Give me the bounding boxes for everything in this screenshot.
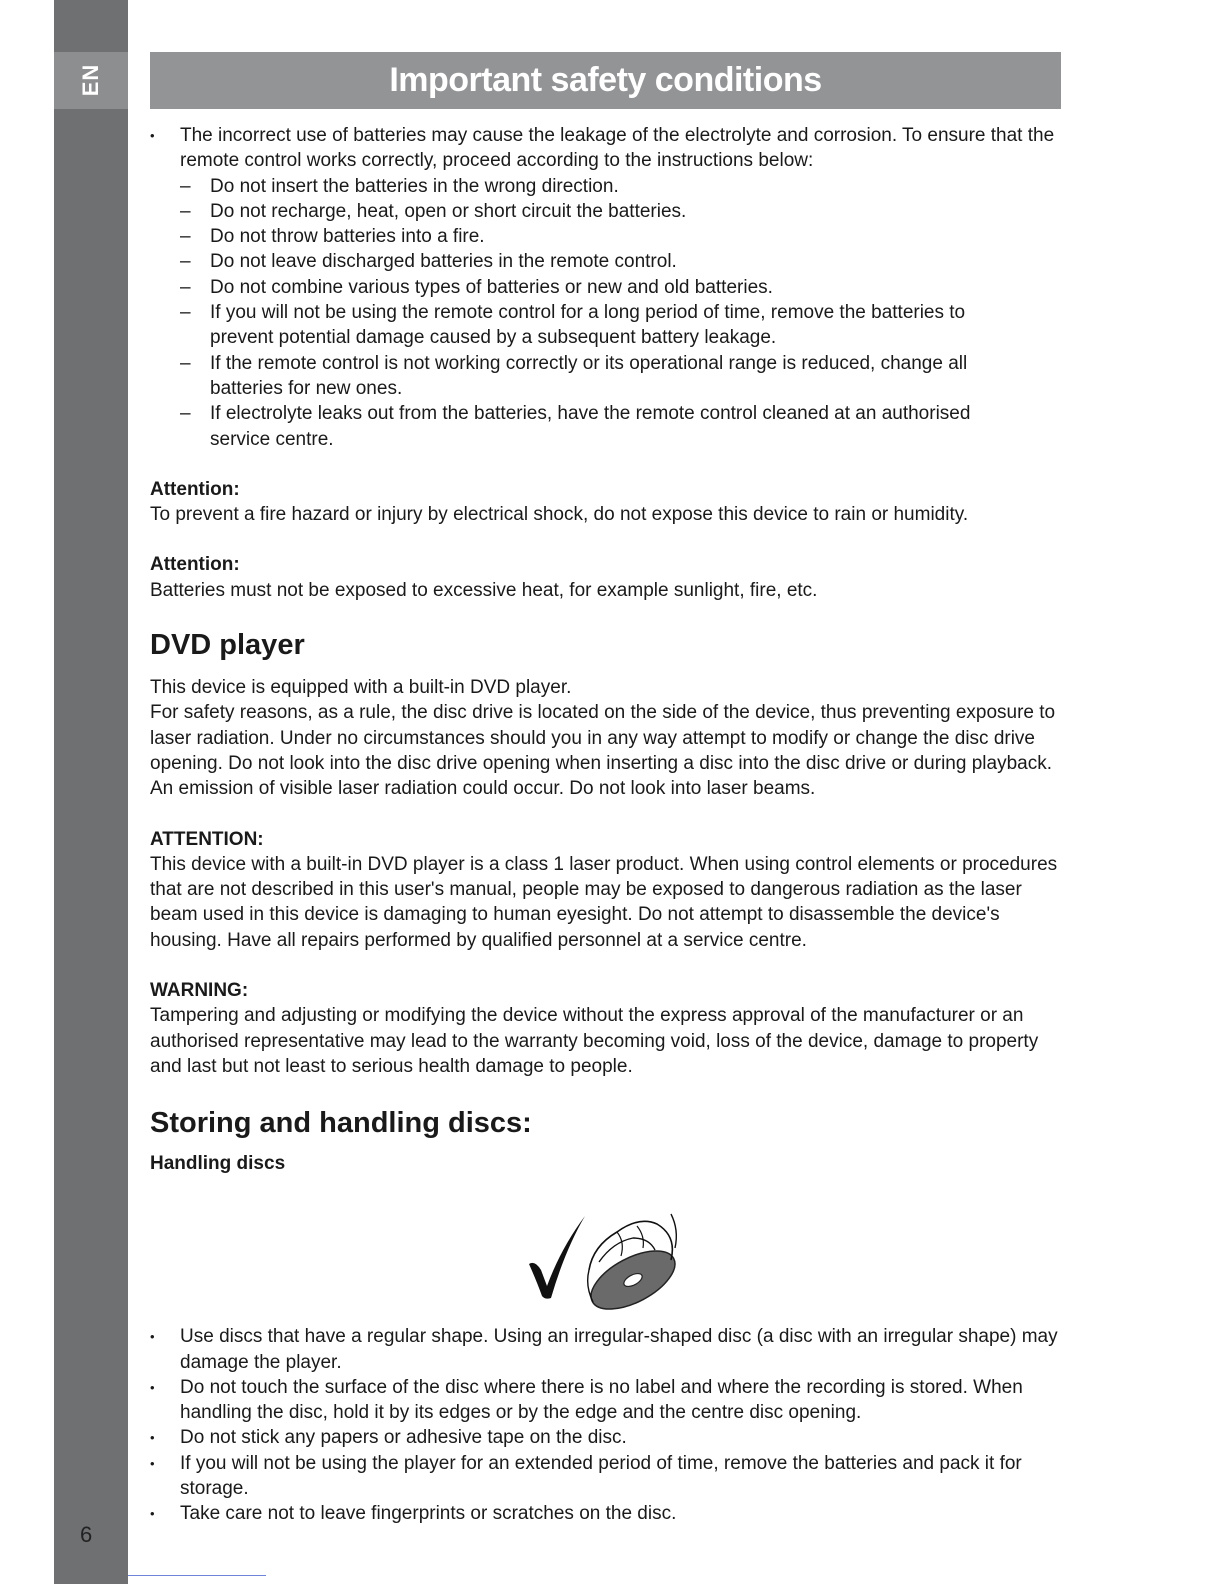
list-item: – Do not leave discharged batteries in the remote control. [180, 249, 1061, 274]
warning-label: WARNING: [150, 980, 249, 1002]
list-item: – Do not throw batteries into a fire. [180, 224, 1061, 249]
attention-text: To prevent a fire hazard or injury by electrical shock, do not expose this device to rain or humidity. [150, 504, 969, 526]
list-item: – Do not recharge, heat, open or short circuit the batteries. [180, 199, 1061, 224]
dvd-attention-block [150, 827, 1061, 953]
attention-block [150, 552, 1061, 603]
list-item: – If electrolyte leaks out from the batteries, have the remote control cleaned at an authorised service centre. [180, 401, 1061, 452]
list-item: – If you will not be using the remote control for a long period of time, remove the batteries to prevent potential damage caused by a subsequent battery leakage. [180, 300, 1061, 351]
list-item: • Do not touch the surface of the disc where there is no label and where the recording is stored. When handling the disc, hold it by its edges or by the edge and the centre disc opening. [150, 1375, 1061, 1426]
checkmark-icon [529, 1216, 585, 1299]
page-number: 6 [80, 1522, 93, 1547]
discs-subheading: Handling discs [150, 1153, 286, 1175]
dvd-heading: DVD player [150, 629, 305, 662]
warning-block [150, 978, 1061, 1079]
battery-instructions [180, 174, 1061, 452]
list-item: – Do not combine various types of batteries or new and old batteries. [180, 275, 1061, 300]
dvd-paragraph: For safety reasons, as a rule, the disc drive is located on the side of the device, thus preventing exposure to laser radiation. Under no circumstances should you in any way attempt to modify or change the disc drive opening. Do not look into the disc drive opening when inserting a disc into the disc drive or during playback. An emission of visible laser radiation could occur. Do not look into laser beams. [150, 702, 1056, 800]
footer-line [128, 1575, 266, 1576]
dvd-attention-text: This device with a built-in DVD player is a class 1 laser product. When using control elements or procedures that are not described in this user's manual, people may be exposed to dangerous radiation as the laser beam used in this device is damaging to human eyesight. Do not attempt to disassemble the device's housing. Have all repairs performed by qualified personnel at a service centre. [150, 853, 1058, 951]
page-content [150, 52, 1061, 1527]
list-item: • Use discs that have a regular shape. Using an irregular-shaped disc (a disc with an irregular shape) may damage the player. [150, 1324, 1061, 1375]
disc-handling-list [150, 1324, 1061, 1526]
battery-intro-item [150, 123, 1061, 452]
dvd-attention-label: ATTENTION: [150, 828, 264, 850]
list-item: – If the remote control is not working correctly or its operational range is reduced, change all batteries for new ones. [180, 351, 1061, 402]
warning-text: Tampering and adjusting or modifying the device without the express approval of the manufacturer or an authorised representative may lead to the warranty becoming void, loss of the device, damage to property and last but not least to serious health damage to people. [150, 1005, 1039, 1077]
attention-block [150, 477, 1061, 528]
side-bar [54, 0, 128, 1584]
list-item: – Do not insert the batteries in the wrong direction. [180, 174, 1061, 199]
attention-label: Attention: [150, 554, 240, 576]
attention-label: Attention: [150, 478, 240, 500]
battery-intro-text: The incorrect use of batteries may cause the leakage of the electrolyte and corrosion. To ensure that the remote control works correctly, proceed according to the instructions below: [180, 125, 1055, 172]
language-label: EN [78, 63, 103, 97]
battery-list [150, 123, 1061, 452]
list-item: • Take care not to leave fingerprints or scratches on the disc. [150, 1501, 1061, 1526]
list-item: • Do not stick any papers or adhesive tape on the disc. [150, 1425, 1061, 1450]
discs-heading: Storing and handling discs: [150, 1107, 532, 1140]
dvd-intro: This device is equipped with a built-in DVD player. [150, 677, 572, 699]
section-banner: Important safety conditions [150, 52, 1061, 109]
disc-handling-illustration [521, 1202, 691, 1312]
attention-text: Batteries must not be exposed to excessive heat, for example sunlight, fire, etc. [150, 579, 818, 601]
list-item: • If you will not be using the player for an extended period of time, remove the batteries and pack it for storage. [150, 1451, 1061, 1502]
